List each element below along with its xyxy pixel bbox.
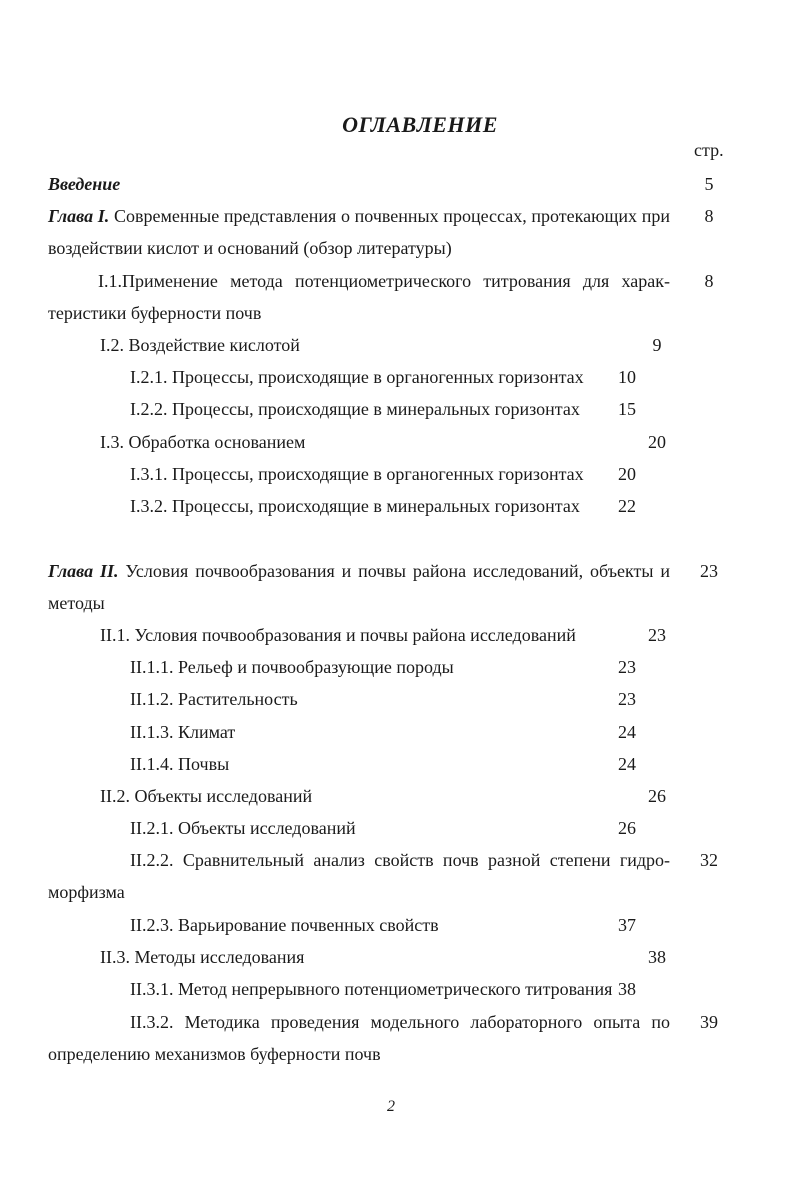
page-title: ОГЛАВЛЕНИЕ (342, 112, 498, 137)
toc-entry-text: II.2.1. Объекты исследований (130, 818, 356, 838)
toc-page-number: 38 (648, 947, 666, 967)
toc-page-number: 23 (648, 625, 666, 645)
toc-entry-section-1-3 (48, 426, 670, 458)
toc-chapter-label: Глава I. (48, 206, 110, 226)
toc-entry-section-1-3-1 (48, 458, 670, 490)
toc-entry-text: I.2. Воздействие кислотой (100, 335, 300, 355)
toc-page-number: 26 (648, 786, 666, 806)
toc-entry-text: I.2.1. Процессы, происходящие в органогенных горизонтах (130, 367, 584, 387)
toc-entry-text: II.1. Условия почвообразования и почвы района исследований (100, 625, 576, 645)
toc-entry-section-2-1-2 (48, 683, 670, 715)
toc-entry-text: II.1.4. Почвы (130, 754, 230, 774)
toc-entry-section-2-2-3 (48, 909, 670, 941)
toc-entry-section-1-1 (48, 265, 714, 330)
toc-entry-text: II.3.1. Метод непрерывного потенциометрического титрования (130, 979, 613, 999)
toc-chapter-label: Глава II. (48, 561, 119, 581)
toc-page-number: 23 (700, 561, 718, 581)
toc-entry-chapter-2 (48, 555, 718, 620)
toc-entry-text: I.3.1. Процессы, происходящие в органогенных горизонтах (130, 464, 584, 484)
toc-page-number: 37 (618, 915, 636, 935)
toc-entry-section-2-2-2 (48, 844, 718, 909)
toc-page-number: 26 (618, 818, 636, 838)
toc-page-number: 32 (700, 850, 718, 870)
toc-entry-chapter-1 (48, 200, 714, 265)
toc-entry-text: II.2. Объекты исследований (100, 786, 313, 806)
toc-entry-section-2-2 (48, 780, 670, 812)
toc-entry-section-2-3 (48, 941, 670, 973)
toc-page-number: 24 (618, 722, 636, 742)
toc-entry-section-1-2-1 (48, 361, 670, 393)
page-number: 2 (387, 1098, 395, 1115)
toc-entry-text: II.1.1. Рельеф и почвообразующие породы (130, 657, 454, 677)
toc-entry-text: Условия почвообразования и почвы района исследований, объекты и методы (48, 561, 670, 614)
toc-entry-text: II.3.2. Методика проведения модельного лабораторного опыта по определению механизмов буферности почв (48, 1012, 670, 1065)
toc-page-number: 24 (618, 754, 636, 774)
toc-entry-text: II.3. Методы исследования (100, 947, 305, 967)
toc-page-number: 23 (618, 657, 636, 677)
toc-entry-section-2-1-1 (48, 651, 670, 683)
toc-entry-section-2-1-3 (48, 716, 670, 748)
toc-entry-text: Современные представления о почвенных процессах, протекающих при воздействии кислот и оснований (обзор литературы) (48, 206, 671, 259)
toc-entry-text: II.2.3. Варьирование почвенных свойств (130, 915, 439, 935)
toc-entry-section-2-1 (48, 619, 670, 651)
toc-page-number: 8 (704, 271, 714, 291)
toc-page-number: 9 (652, 335, 662, 355)
toc-page-number: 5 (704, 174, 714, 194)
toc-entry-text: II.2.2. Сравнительный анализ свойств почв разной степени гидро-морфизма (48, 850, 670, 903)
toc-entry-section-1-2-2 (48, 393, 670, 425)
toc-page-number: 20 (648, 432, 666, 452)
toc-entry-text: II.1.3. Климат (130, 722, 236, 742)
toc-entry-section-1-3-2 (48, 490, 670, 522)
toc-entry-text: I.3. Обработка основанием (100, 432, 306, 452)
page-column-label: стр. (694, 140, 724, 160)
toc-entry-intro (48, 168, 714, 200)
toc-page-number: 15 (618, 399, 636, 419)
toc-page-number: 38 (618, 979, 636, 999)
toc-page-number: 8 (704, 206, 714, 226)
toc-entry-text: I.3.2. Процессы, происходящие в минеральных горизонтах (130, 496, 580, 516)
toc-page-number: 39 (700, 1012, 718, 1032)
toc-entry-text: I.1.Применение метода потенциометрического титрования для харак-теристики буферности почв (48, 271, 670, 324)
toc-entry-section-1-2 (48, 329, 670, 361)
toc-page-number: 10 (618, 367, 636, 387)
toc-entry-section-2-3-1 (48, 973, 670, 1005)
toc-entry-section-2-3-2 (48, 1006, 718, 1071)
toc-page-number: 22 (618, 496, 636, 516)
toc-page-number: 23 (618, 689, 636, 709)
toc-entry-text: I.2.2. Процессы, происходящие в минеральных горизонтах (130, 399, 580, 419)
toc-entry-text: II.1.2. Растительность (130, 689, 298, 709)
toc-entry-section-2-2-1 (48, 812, 670, 844)
toc-entry-section-2-1-4 (48, 748, 670, 780)
toc-entry-label: Введение (48, 174, 121, 194)
toc-page-number: 20 (618, 464, 636, 484)
